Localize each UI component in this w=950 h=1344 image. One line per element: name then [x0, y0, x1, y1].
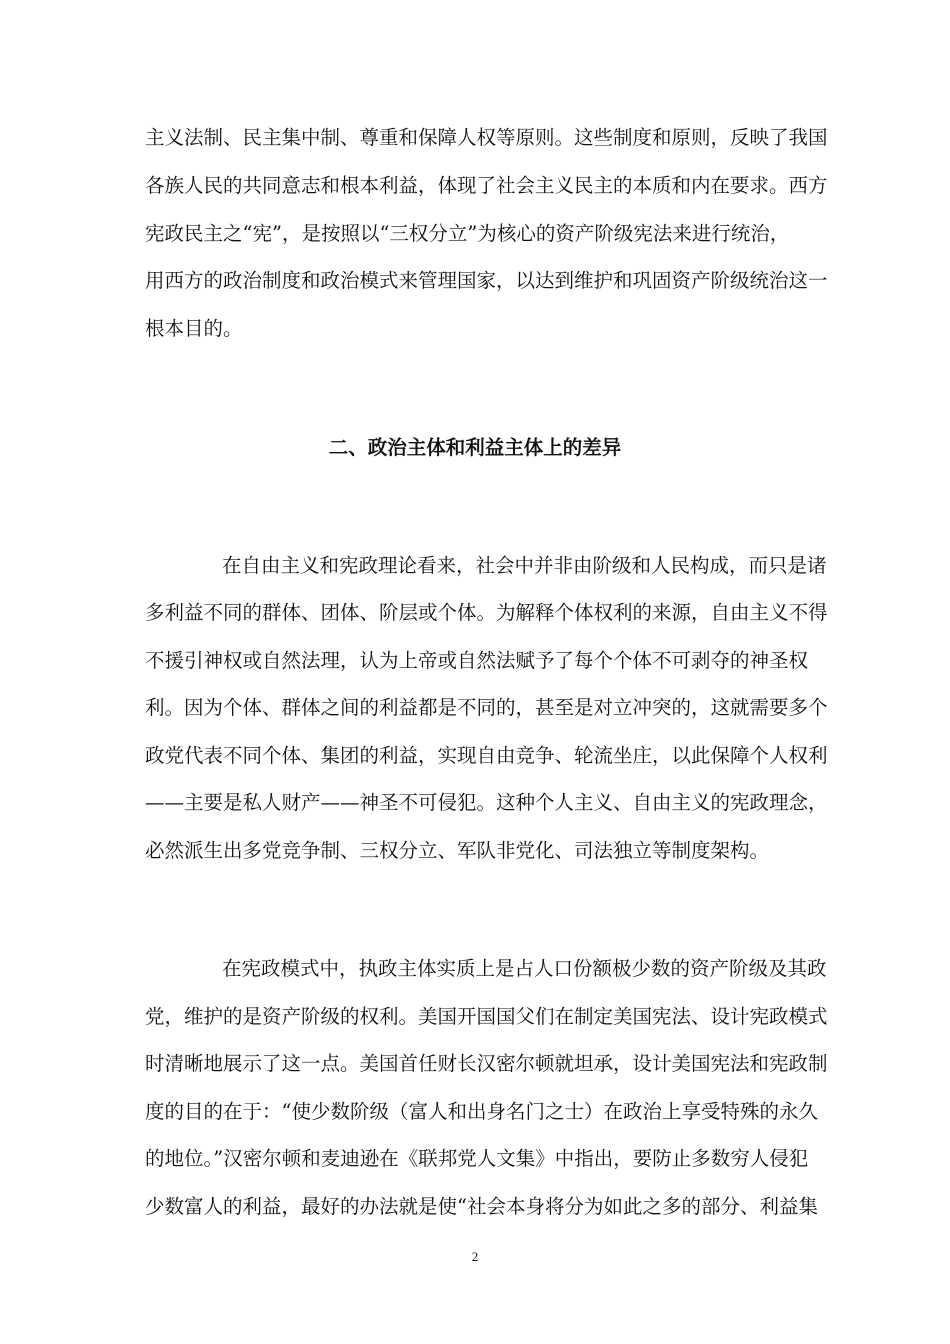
text-line: 政党代表不同个体、集团的利益，实现自由竞争、轮流坐庄，以此保障个人权利: [145, 744, 828, 767]
text-line: 党，维护的是资产阶级的权利。美国开国国父们在制定美国宪法、设计宪政模式: [145, 1005, 828, 1028]
text-line: 在宪政模式中，执政主体实质上是占人口份额极少数的资产阶级及其政: [222, 957, 827, 980]
text-line: 利。因为个体、群体之间的利益都是不同的，甚至是对立冲突的，这就需要多个: [145, 696, 828, 719]
text-line: 度的目的在于：“使少数阶级（富人和出身名门之士）在政治上享受特殊的永久: [145, 1100, 818, 1123]
text-line: 必然派生出多党竞争制、三权分立、军队非党化、司法独立等制度架构。: [145, 839, 770, 862]
text-line: 的地位。”汉密尔顿和麦迪逊在《联邦党人文集》中指出，要防止多数穷人侵犯: [145, 1147, 809, 1170]
text-line: 各族人民的共同意志和根本利益，体现了社会主义民主的本质和内在要求。西方: [145, 174, 828, 197]
text-line: 用西方的政治制度和政治模式来管理国家，以达到维护和巩固资产阶级统治这一: [145, 269, 828, 292]
text-line: 宪政民主之“宪”，是按照以“三权分立”为核心的资产阶级宪法来进行统治，: [145, 222, 790, 245]
section-heading: 二、政治主体和利益主体上的差异: [328, 436, 622, 459]
page-number: 2: [471, 1249, 479, 1264]
text-line: 在自由主义和宪政理论看来，社会中并非由阶级和人民构成，而只是诸: [222, 554, 827, 577]
text-line: 主义法制、民主集中制、尊重和保障人权等原则。这些制度和原则，反映了我国: [145, 126, 828, 149]
text-line: 时清晰地展示了这一点。美国首任财长汉密尔顿就坦承，设计美国宪法和宪政制: [145, 1052, 828, 1075]
text-line: 多利益不同的群体、团体、阶层或个体。为解释个体权利的来源，自由主义不得: [145, 601, 828, 624]
text-line: 根本目的。: [145, 317, 243, 340]
text-line: 少数富人的利益，最好的办法就是使“社会本身将分为如此之多的部分、利益集: [145, 1195, 818, 1218]
text-line: 不援引神权或自然法理，认为上帝或自然法赋予了每个个体不可剥夺的神圣权: [145, 649, 809, 672]
text-line: ——主要是私人财产——神圣不可侵犯。这种个人主义、自由主义的宪政理念，: [145, 791, 828, 814]
